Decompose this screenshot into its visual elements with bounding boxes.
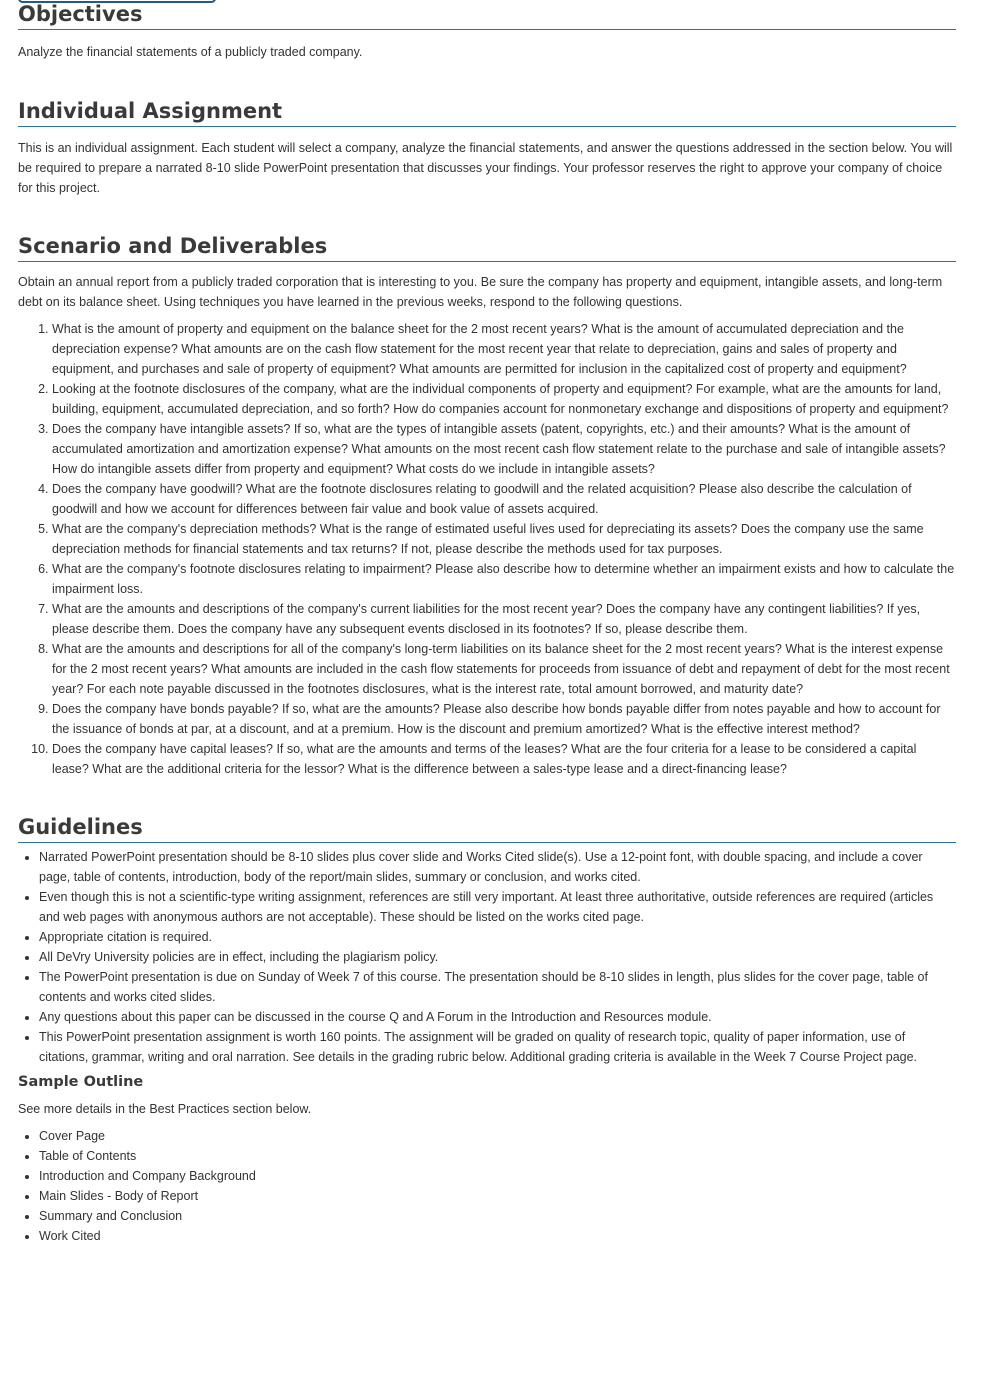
- question-item: 8. What are the amounts and descriptions for all of the company's long-term liabilities on its balance sheet for the 2 most recent years? What is the interest expense for the 2 most recent years? What amounts are included in the cash flow statements for proceeds from issuance of debt and repayment of debt for the most recent year? For each note payable discussed in the footnotes disclosures, what is the interest rate, total amount borrowed, and maturity date?: [52, 639, 956, 699]
- outline-item: • Work Cited: [39, 1226, 956, 1246]
- outline-item: • Summary and Conclusion: [39, 1206, 956, 1226]
- question-item: 1. What is the amount of property and equipment on the balance sheet for the 2 most recent years? What is the amount of accumulated depreciation and the depreciation expense? What amounts are on the cash flow statement for the most recent year that relate to depreciation, gains and sales of property and equipment, and purchases and sale of property of equipment? What amounts are permitted for inclusion in the capitalized cost of property and equipment?: [52, 319, 956, 379]
- scenario-section: [18, 233, 956, 779]
- question-item: 10. Does the company have capital leases? If so, what are the amounts and terms of the leases? What are the four criteria for a lease to be considered a capital lease? What are the additional criteria for the lessor? What is the difference between a sales-type lease and a direct-financing lease?: [52, 739, 956, 779]
- sample-outline-heading: Sample Outline: [18, 1074, 144, 1090]
- objectives-text: Analyze the financial statements of a publicly traded company.: [18, 45, 363, 59]
- individual-assignment-heading: Individual Assignment: [18, 98, 956, 127]
- question-item: 7. What are the amounts and descriptions of the company's current liabilities for the most recent year? Does the company have any contingent liabilities? If yes, please describe them. Does the company have any subsequent events disclosed in its footnotes? If so, please describe them.: [52, 599, 956, 639]
- objectives-section: [18, 1, 956, 62]
- sample-outline-list: [18, 1126, 956, 1246]
- guidelines-heading: Guidelines: [18, 814, 956, 843]
- question-item: 5. What are the company's depreciation methods? What is the range of estimated useful lives used for depreciating its assets? Does the company use the same depreciation methods for financial statements and tax returns? If not, please describe the methods used for tax purposes.: [52, 519, 956, 559]
- guideline-item: • This PowerPoint presentation assignment is worth 160 points. The assignment will be graded on quality of research topic, quality of paper information, use of citations, grammar, writing and oral narration. See details in the grading rubric below. Additional grading criteria is available in the Week 7 Course Project page.: [39, 1027, 956, 1067]
- assignment-page: [18, 0, 956, 1246]
- guideline-item: • Appropriate citation is required.: [39, 927, 956, 947]
- scenario-heading: Scenario and Deliverables: [18, 233, 956, 262]
- guideline-item: • All DeVry University policies are in effect, including the plagiarism policy.: [39, 947, 956, 967]
- guideline-item: • Even though this is not a scientific-type writing assignment, references are still very important. At least three authoritative, outside references are required (articles and web pages with anonymous authors are not acceptable). These should be listed on the works cited page.: [39, 887, 956, 927]
- question-item: 4. Does the company have goodwill? What are the footnote disclosures relating to goodwill and the related acquisition? Please also describe the calculation of goodwill and how we account for differences between fair value and book value of assets acquired.: [52, 479, 956, 519]
- guidelines-section: [18, 814, 956, 1246]
- guideline-item: • Any questions about this paper can be discussed in the course Q and A Forum in the Introduction and Resources module.: [39, 1007, 956, 1027]
- outline-item: • Table of Contents: [39, 1146, 956, 1166]
- scenario-intro: Obtain an annual report from a publicly traded corporation that is interesting to you. Be sure the company has property and equipment, intangible assets, and long-term debt on its balance sheet. Using techniques you have learned in the previous weeks, respond to the following questions.: [18, 275, 943, 309]
- individual-assignment-text: This is an individual assignment. Each student will select a company, analyze the financial statements, and answer the questions addressed in the section below. You will be required to prepare a narrated 8-10 slide PowerPoint presentation that discusses your findings. Your professor reserves the right to approve your company of choice for this project.: [18, 141, 953, 195]
- objectives-heading: Objectives: [18, 1, 956, 30]
- outline-item: • Cover Page: [39, 1126, 956, 1146]
- individual-assignment-section: [18, 98, 956, 198]
- question-item: 2. Looking at the footnote disclosures of the company, what are the individual components of property and equipment? For example, what are the amounts for land, building, equipment, accumulated depreciation, and so forth? How do companies account for nonmonetary exchange and dispositions of property and equipment?: [52, 379, 956, 419]
- question-item: 3. Does the company have intangible assets? If so, what are the types of intangible assets (patent, copyrights, etc.) and their amounts? What is the amount of accumulated amortization and amortization expense? What amounts on the most recent cash flow statement relate to the purchase and sale of intangible assets? How do intangible assets differ from property and equipment? What costs do we include in intangible assets?: [52, 419, 956, 479]
- outline-item: • Introduction and Company Background: [39, 1166, 956, 1186]
- guidelines-list: [18, 847, 956, 1067]
- question-item: 6. What are the company's footnote disclosures relating to impairment? Please also describe how to determine whether an impairment exists and how to calculate the impairment loss.: [52, 559, 956, 599]
- question-item: 9. Does the company have bonds payable? If so, what are the amounts? Please also describe how bonds payable differ from notes payable and how to account for the issuance of bonds at par, at a discount, and at a premium. How is the discount and premium amortized? What is the effective interest method?: [52, 699, 956, 739]
- outline-item: • Main Slides - Body of Report: [39, 1186, 956, 1206]
- guideline-item: • The PowerPoint presentation is due on Sunday of Week 7 of this course. The presentation should be 8-10 slides in length, plus slides for the cover page, table of contents and works cited slides.: [39, 967, 956, 1007]
- guideline-item: • Narrated PowerPoint presentation should be 8-10 slides plus cover slide and Works Cited slide(s). Use a 12-point font, with double spacing, and include a cover page, table of contents, introduction, body of the report/main slides, summary or conclusion, and works cited.: [39, 847, 956, 887]
- question-list: [18, 319, 956, 779]
- sample-outline-intro: See more details in the Best Practices section below.: [18, 1102, 312, 1116]
